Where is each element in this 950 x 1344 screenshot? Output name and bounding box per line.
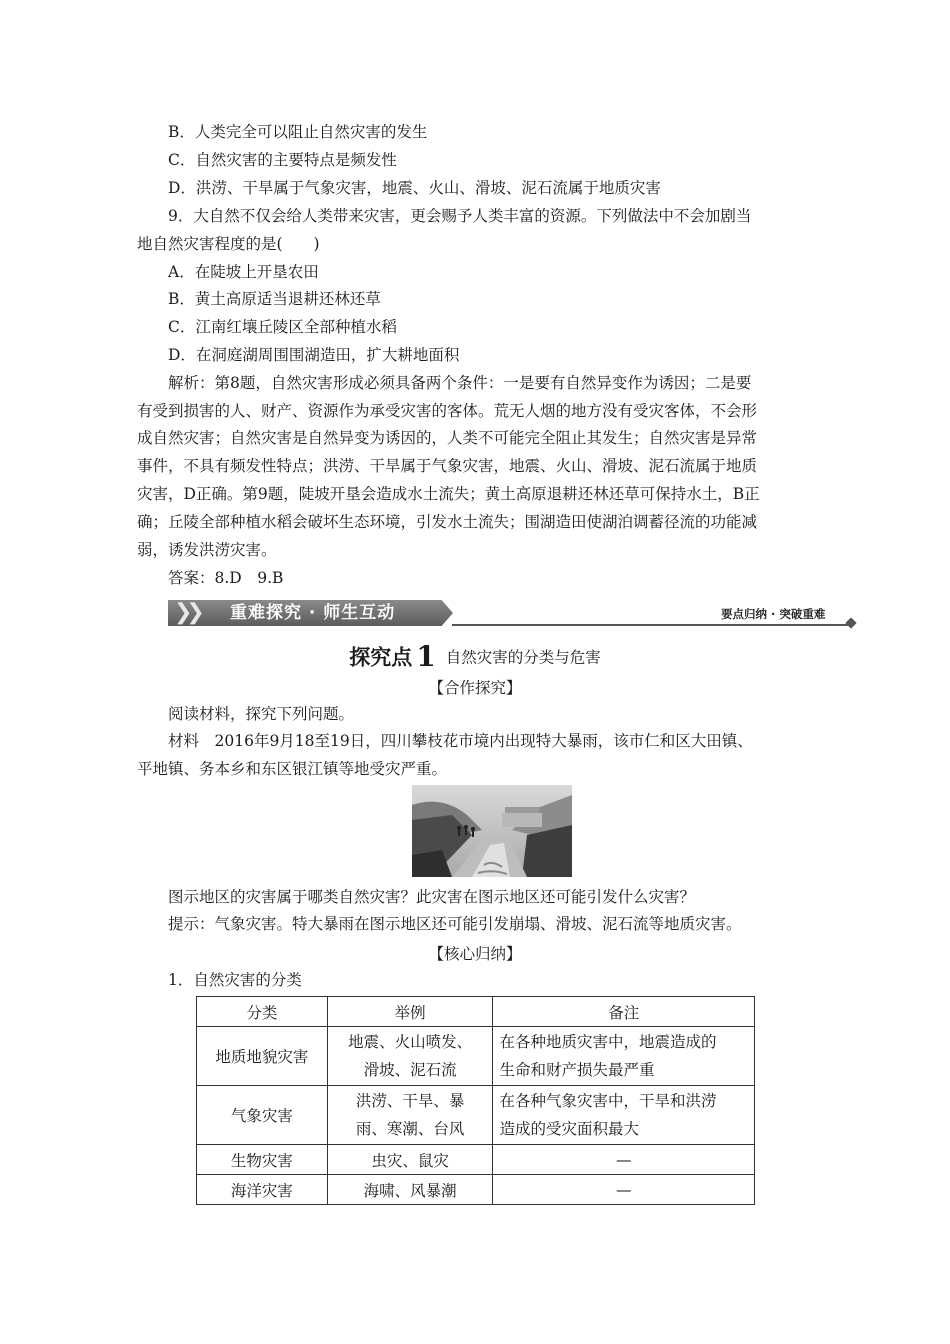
option-9d: D．在洞庭湖周围围湖造田，扩大耕地面积 [168, 346, 460, 364]
analysis-line1: 解析：第8题，自然灾害形成必须具备两个条件：一是要有自然异变作为诱因；二是要 [137, 374, 752, 392]
disaster-classification-table [196, 996, 755, 1205]
option-9a: A．在陡坡上开垦农田 [168, 263, 319, 281]
row-note-line2: 造成的受灾面积最大 [499, 1120, 639, 1138]
row-note [493, 1086, 755, 1145]
banner-rule [452, 624, 852, 626]
section-subtitle: 自然灾害的分类与危害 [445, 648, 601, 667]
analysis-line3: 成自然灾害；自然灾害是自然异变为诱因的，人类不可能完全阻止其发生；自然灾害是异常 [137, 429, 758, 447]
option-9c: C．江南红壤丘陵区全部种植水稻 [168, 318, 397, 336]
table-row [197, 1086, 755, 1145]
table-header-example: 举例 [327, 997, 493, 1027]
row-example-line2: 雨、寒潮、台风 [355, 1120, 465, 1138]
option-8b: B．人类完全可以阻止自然灾害的发生 [168, 123, 428, 141]
read-prompt: 阅读材料，探究下列问题。 [168, 705, 355, 723]
row-example [327, 1086, 493, 1145]
table-row [197, 1027, 755, 1086]
row-example-line2: 滑坡、泥石流 [363, 1061, 457, 1079]
section-heading [0, 640, 950, 673]
analysis-line2: 有受到损害的人、财产、资源作为承受灾害的客体。荒无人烟的地方没有受灾客体，不会形 [137, 402, 758, 420]
row-type: 地质地貌灾害 [197, 1027, 328, 1086]
table-row [197, 1145, 755, 1175]
material-line2: 平地镇、务本乡和东区银江镇等地受灾严重。 [137, 760, 448, 778]
table-header-type: 分类 [197, 997, 328, 1027]
row-type: 生物灾害 [197, 1145, 328, 1175]
analysis-line5: 灾害，D正确。第9题，陡坡开垦会造成水土流失；黄土高原退耕还林还草可保持水土，B正 [137, 485, 760, 503]
option-8c: C．自然灾害的主要特点是频发性 [168, 151, 397, 169]
answer-line: 答案：8.D 9.B [168, 569, 284, 587]
row-example: 海啸、风暴潮 [327, 1175, 493, 1205]
row-note-line2: 生命和财产损失最严重 [499, 1061, 655, 1079]
question-9-line2: 地自然灾害程度的是( ) [137, 235, 320, 253]
flood-photo [412, 785, 572, 877]
hint-line: 提示：气象灾害。特大暴雨在图示地区还可能引发崩塌、滑坡、泥石流等地质灾害。 [168, 915, 742, 933]
table-header-note: 备注 [493, 997, 755, 1027]
row-note: — [493, 1145, 755, 1175]
section-number: 1 [416, 640, 436, 673]
row-example: 虫灾、鼠灾 [327, 1145, 493, 1175]
classification-title: 1．自然灾害的分类 [168, 971, 302, 989]
row-note-line1: 在各种地质灾害中，地震造成的 [499, 1033, 717, 1051]
question-9-line1: 9．大自然不仅会给人类带来灾害，更会赐予人类丰富的资源。下列做法中不会加剧当 [168, 207, 752, 225]
cooperative-heading: 【合作探究】 [428, 679, 522, 697]
diamond-icon [845, 617, 856, 628]
chevron-right-icon: ❯❯ [174, 600, 199, 625]
row-example [327, 1027, 493, 1086]
photo-question: 图示地区的灾害属于哪类自然灾害？此灾害在图示地区还可能引发什么灾害？ [168, 888, 696, 906]
banner-title: 重难探究 · 师生互动 [230, 603, 396, 623]
row-type: 海洋灾害 [197, 1175, 328, 1205]
option-9b: B．黄土高原适当退耕还林还草 [168, 290, 381, 308]
row-example-line1: 地震、火山喷发、 [348, 1033, 473, 1051]
analysis-line6: 确；丘陵全部种植水稻会破坏生态环境，引发水土流失；围湖造田使湖泊调蓄径流的功能减 [137, 513, 758, 531]
row-note-line1: 在各种气象灾害中，干旱和洪涝 [499, 1092, 717, 1110]
option-8d: D．洪涝、干旱属于气象灾害，地震、火山、滑坡、泥石流属于地质灾害 [168, 179, 661, 197]
row-note [493, 1027, 755, 1086]
core-heading: 【核心归纳】 [428, 945, 522, 963]
section-label: 探究点 [349, 645, 413, 670]
table-row [197, 1175, 755, 1205]
section-banner [168, 598, 858, 632]
row-note: — [493, 1175, 755, 1205]
banner-tagline: 要点归纳 · 突破重难 [721, 607, 826, 621]
row-example-line1: 洪涝、干旱、暴 [355, 1092, 465, 1110]
material-line1: 材料 2016年9月18至19日，四川攀枝花市境内出现特大暴雨，该市仁和区大田镇、 [168, 732, 753, 750]
analysis-line7: 弱，诱发洪涝灾害。 [137, 541, 277, 559]
row-type: 气象灾害 [197, 1086, 328, 1145]
analysis-line4: 事件，不具有频发性特点；洪涝、干旱属于气象灾害，地震、火山、滑坡、泥石流属于地质 [137, 457, 758, 475]
